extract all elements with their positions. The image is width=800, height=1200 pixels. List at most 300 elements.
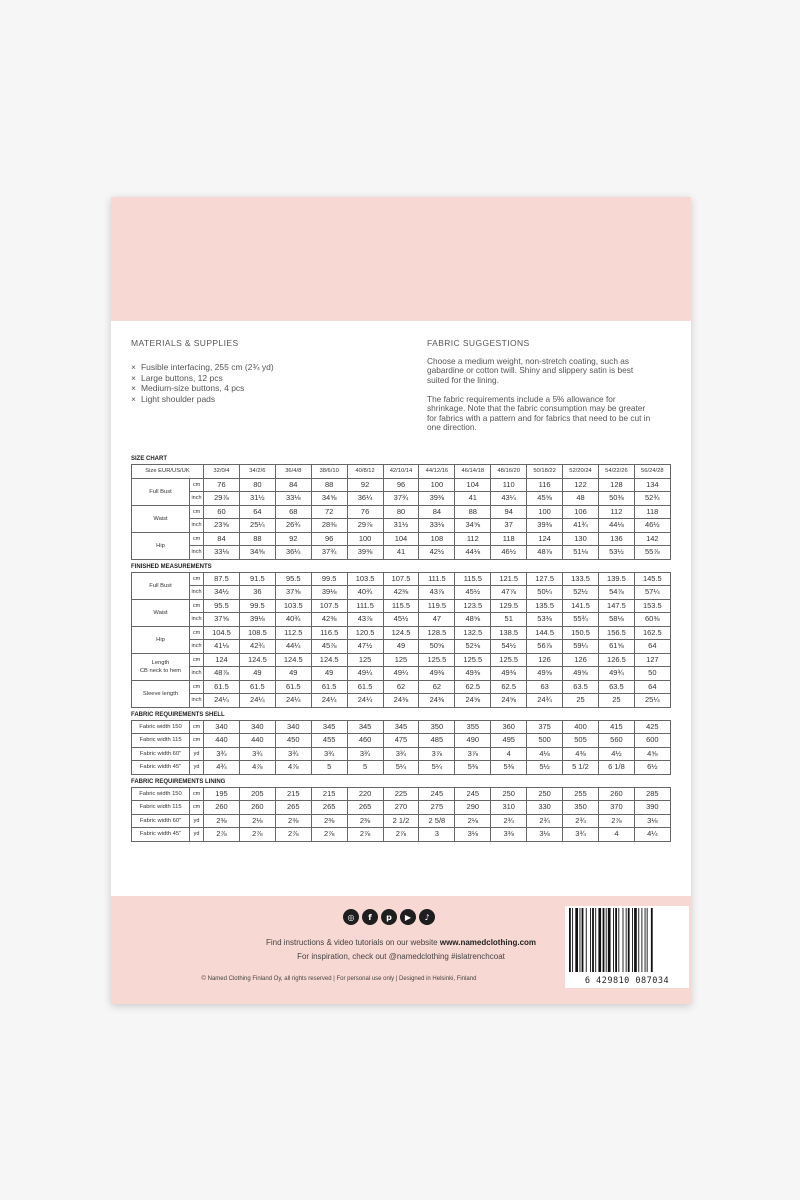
value-cell: 108 [419,532,455,546]
value-cell: 49⅝ [527,667,563,681]
value-cell: 156.5 [598,626,634,640]
value-cell: 5¼ [383,761,419,775]
value-cell: 24¼ [204,694,240,708]
value-cell: 119.5 [419,599,455,613]
value-cell: 61.5 [311,680,347,694]
barcode-bar [623,908,624,972]
barcode-bar [598,908,601,972]
value-cell: 100 [347,532,383,546]
value-cell: 24¼ [239,694,275,708]
value-cell: 45⅝ [527,492,563,506]
measurement-charts [131,455,670,842]
value-cell: 91.5 [239,572,275,586]
value-cell: 245 [455,787,491,801]
value-cell: 5¼ [419,761,455,775]
value-cell: 440 [204,734,240,748]
value-cell: 125 [383,653,419,667]
value-cell: 111.5 [419,572,455,586]
value-cell: 99.5 [311,572,347,586]
unit-cell: cm [190,532,204,546]
value-cell: 3⅛ [527,828,563,842]
value-cell: 64 [239,505,275,519]
value-cell: 124 [527,532,563,546]
table-row [132,613,671,627]
value-cell: 54½ [491,640,527,654]
youtube-icon[interactable]: ▶ [400,909,416,925]
value-cell: 285 [634,787,670,801]
pattern-envelope-back [111,197,691,1004]
facebook-icon[interactable]: f [362,909,378,925]
value-cell: 72 [311,505,347,519]
value-cell: 34⅝ [455,519,491,533]
value-cell: 61.5 [275,680,311,694]
value-cell: 2 5/8 [419,814,455,828]
unit-cell: cm [190,478,204,492]
value-cell: 425 [634,720,670,734]
materials-item: × Light shoulder pads [131,394,274,405]
value-cell: 23⅝ [204,519,240,533]
value-cell: 31½ [383,519,419,533]
unit-cell: cm [190,680,204,694]
barcode-bar [632,908,633,972]
barcode-bar [580,908,581,972]
value-cell: 25¼ [239,519,275,533]
materials-item: × Large buttons, 12 pcs [131,373,274,384]
value-cell: 2⅛ [455,814,491,828]
table-row [132,734,671,748]
size-header-cell: 32/0/4 [204,465,240,479]
finished-measurements-title: FINISHED MEASUREMENTS [131,563,212,570]
value-cell: 24⅝ [455,694,491,708]
measure-label-text: Length [151,659,170,666]
fabric-width-label: Fabric width 150 [132,720,190,734]
value-cell: 40¾ [347,586,383,600]
value-cell: 47½ [347,640,383,654]
value-cell: 112 [455,532,491,546]
value-cell: 58⅛ [598,613,634,627]
value-cell: 3¾ [311,747,347,761]
unit-cell: cm [190,626,204,640]
value-cell: 42½ [419,546,455,560]
unit-cell: cm [190,653,204,667]
measure-label-text: Sleeve length [142,690,179,697]
fabric-width-label: Fabric width 115 [132,734,190,748]
value-cell: 41¾ [563,519,599,533]
value-cell: 40¾ [275,613,311,627]
value-cell: 96 [311,532,347,546]
value-cell: 76 [347,505,383,519]
value-cell: 485 [419,734,455,748]
value-cell: 4 [491,747,527,761]
barcode-bar [626,908,627,972]
value-cell: 139.5 [598,572,634,586]
value-cell: 129.5 [491,599,527,613]
pinterest-icon[interactable]: p [381,909,397,925]
value-cell: 43⅞ [419,586,455,600]
value-cell: 87.5 [204,572,240,586]
value-cell: 49¼ [347,667,383,681]
value-cell: 370 [598,801,634,815]
value-cell: 4⅞ [275,761,311,775]
value-cell: 5⅜ [491,761,527,775]
value-cell: 2⅞ [275,828,311,842]
value-cell: 37 [491,519,527,533]
unit-cell: inch [190,613,204,627]
value-cell: 39⅛ [311,586,347,600]
table-row [132,505,671,519]
value-cell: 62 [383,680,419,694]
instagram-icon[interactable]: ◎ [343,909,359,925]
unit-cell: inch [190,546,204,560]
value-cell: 92 [275,532,311,546]
measure-label-text: Waist [153,515,168,522]
value-cell: 49⅜ [419,667,455,681]
value-cell: 49 [383,640,419,654]
barcode-bar [638,908,639,972]
value-cell: 24¾ [527,694,563,708]
value-cell: 34⅝ [239,546,275,560]
table-row [132,519,671,533]
value-cell: 108.5 [239,626,275,640]
value-cell: 128 [598,478,634,492]
table-row [132,680,671,694]
value-cell: 340 [275,720,311,734]
value-cell: 132.5 [455,626,491,640]
value-cell: 126 [527,653,563,667]
value-cell: 62.5 [491,680,527,694]
value-cell: 61.5 [347,680,383,694]
barcode-bars [569,908,685,972]
unit-cell: inch [190,492,204,506]
barcode-bar [613,908,614,972]
tiktok-icon[interactable]: ♪ [419,909,435,925]
value-cell: 88 [311,478,347,492]
value-cell: 135.5 [527,599,563,613]
value-cell: 49¼ [383,667,419,681]
value-cell: 39⅜ [347,546,383,560]
value-cell: 111.5 [347,599,383,613]
unit-cell: inch [190,667,204,681]
value-cell: 63.5 [598,680,634,694]
value-cell: 47 [419,613,455,627]
fabric-allowance-text: The fabric requirements include a 5% allowance for shrinkage. Note that the fabric consumption may be greater for fabrics with a pattern and for fabrics that need to be cut in one direction. [427,394,651,433]
unit-cell: cm [190,720,204,734]
value-cell: 134 [634,478,670,492]
value-cell: 2¾ [563,814,599,828]
barcode-bar [586,908,587,972]
value-cell: 61.5 [204,680,240,694]
barcode-bar [572,908,573,972]
fabric-width-label: Fabric width 115 [132,801,190,815]
barcode-bar [628,908,630,972]
value-cell: 68 [275,505,311,519]
barcode-bar [603,908,605,972]
value-cell: 560 [598,734,634,748]
size-header-cell: 36/4/8 [275,465,311,479]
value-cell: 2⅜ [311,814,347,828]
unit-cell: cm [190,505,204,519]
table-row [132,801,671,815]
value-cell: 455 [311,734,347,748]
value-cell: 124.5 [275,653,311,667]
value-cell: 390 [634,801,670,815]
value-cell: 5½ [527,761,563,775]
value-cell: 141.5 [563,599,599,613]
value-cell: 50 [634,667,670,681]
value-cell: 107.5 [311,599,347,613]
value-cell: 41 [455,492,491,506]
table-row [132,532,671,546]
value-cell: 5⅜ [455,761,491,775]
value-cell: 460 [347,734,383,748]
value-cell: 127.5 [527,572,563,586]
value-cell: 125.5 [491,653,527,667]
value-cell: 270 [383,801,419,815]
social-icons [343,909,435,925]
fabric-width-label: Fabric width 45" [132,828,190,842]
measure-label [132,626,190,653]
measure-label-text: Hip [156,636,165,643]
value-cell: 5 1/2 [563,761,599,775]
value-cell: 215 [275,787,311,801]
value-cell: 63 [527,680,563,694]
value-cell: 3¾ [275,747,311,761]
fabric-lining-table [131,787,671,842]
value-cell: 225 [383,787,419,801]
value-cell: 3¾ [204,747,240,761]
barcode-digits: 6 429810 087034 [584,976,670,986]
materials-item: × Medium-size buttons, 4 pcs [131,383,274,394]
size-header-cell: 42/10/14 [383,465,419,479]
value-cell: 415 [598,720,634,734]
value-cell: 4⅞ [239,761,275,775]
value-cell: 51⅛ [563,546,599,560]
value-cell: 2⅞ [383,828,419,842]
value-cell: 250 [527,787,563,801]
size-chart-title: SIZE CHART [131,456,167,462]
value-cell: 345 [383,720,419,734]
copyright-text: © Named Clothing Finland Oy, all rights reserved | For personal use only | Designed in Helsinki, Finland [201,976,477,982]
value-cell: 2¾ [527,814,563,828]
value-cell: 107.5 [383,572,419,586]
value-cell: 52⅛ [455,640,491,654]
value-cell: 49⅜ [455,667,491,681]
finished-measurements-table [131,572,671,708]
value-cell: 500 [527,734,563,748]
value-cell: 95.5 [275,572,311,586]
table-row [132,572,671,586]
value-cell: 126.5 [598,653,634,667]
fabric-width-label: Fabric width 45" [132,761,190,775]
unit-cell: inch [190,640,204,654]
unit-cell: yd [190,761,204,775]
materials-list [131,362,274,404]
barcode-bar [582,908,584,972]
size-header-cell: 50/18/22 [527,465,563,479]
unit-cell: cm [190,801,204,815]
value-cell: 4¼ [634,828,670,842]
table-row [132,546,671,560]
measure-label [132,478,190,505]
fabric-width-label: Fabric width 60" [132,814,190,828]
size-header-label: Size EUR/US/UK [132,465,204,479]
value-cell: 265 [275,801,311,815]
value-cell: 120.5 [347,626,383,640]
value-cell: 205 [239,787,275,801]
value-cell: 49¾ [598,667,634,681]
value-cell: 36¼ [275,546,311,560]
unit-cell: yd [190,747,204,761]
value-cell: 39⅜ [419,492,455,506]
value-cell: 37¾ [383,492,419,506]
value-cell: 50⅝ [419,640,455,654]
table-row [132,586,671,600]
value-cell: 290 [455,801,491,815]
value-cell: 2 1/2 [383,814,419,828]
unit-cell: inch [190,586,204,600]
barcode [565,906,689,988]
value-cell: 48⅞ [527,546,563,560]
value-cell: 260 [204,801,240,815]
value-cell: 124.5 [311,653,347,667]
measure-sublabel-text: CB neck to hem [139,667,182,674]
value-cell: 46½ [634,519,670,533]
value-cell: 440 [239,734,275,748]
value-cell: 475 [383,734,419,748]
value-cell: 88 [455,505,491,519]
value-cell: 24¼ [311,694,347,708]
value-cell: 62.5 [455,680,491,694]
value-cell: 355 [455,720,491,734]
value-cell: 57¼ [634,586,670,600]
value-cell: 76 [204,478,240,492]
value-cell: 4⅝ [634,747,670,761]
value-cell: 44⅛ [598,519,634,533]
value-cell: 29⅞ [204,492,240,506]
value-cell: 125.5 [455,653,491,667]
value-cell: 142 [634,532,670,546]
value-cell: 118 [491,532,527,546]
value-cell: 55⅞ [634,546,670,560]
value-cell: 215 [311,787,347,801]
value-cell: 260 [598,787,634,801]
value-cell: 100 [419,478,455,492]
barcode-bar [590,908,591,972]
value-cell: 3⅛ [634,814,670,828]
measure-label [132,532,190,559]
size-header-cell: 38/6/10 [311,465,347,479]
barcode-bar [634,908,637,972]
measure-label-text: Waist [153,609,168,616]
value-cell: 36¼ [347,492,383,506]
value-cell: 49⅜ [491,667,527,681]
value-cell: 505 [563,734,599,748]
value-cell: 2¾ [491,814,527,828]
unit-cell: inch [190,519,204,533]
value-cell: 37⅝ [275,586,311,600]
value-cell: 45⅞ [311,640,347,654]
value-cell: 64 [634,640,670,654]
value-cell: 25 [598,694,634,708]
unit-cell: cm [190,787,204,801]
value-cell: 265 [347,801,383,815]
value-cell: 345 [311,720,347,734]
value-cell: 48 [563,492,599,506]
table-row [132,814,671,828]
value-cell: 145.5 [634,572,670,586]
value-cell: 95.5 [204,599,240,613]
measure-label [132,599,190,626]
value-cell: 4⅛ [527,747,563,761]
value-cell: 54⅞ [598,586,634,600]
value-cell: 3¾ [347,747,383,761]
value-cell: 62 [419,680,455,694]
value-cell: 340 [204,720,240,734]
value-cell: 260 [239,801,275,815]
materials-item: × Fusible interfacing, 255 cm (2¾ yd) [131,362,274,373]
value-cell: 125.5 [419,653,455,667]
value-cell: 104 [455,478,491,492]
value-cell: 26¾ [275,519,311,533]
value-cell: 124 [204,653,240,667]
value-cell: 4⅜ [563,747,599,761]
barcode-bar [569,908,571,972]
value-cell: 4¾ [204,761,240,775]
table-row [132,667,671,681]
value-cell: 116 [527,478,563,492]
value-cell: 136 [598,532,634,546]
value-cell: 245 [419,787,455,801]
fabric-width-label: Fabric width 150 [132,787,190,801]
value-cell: 2⅞ [347,828,383,842]
value-cell: 144.5 [527,626,563,640]
value-cell: 124.5 [383,626,419,640]
size-header-cell: 40/8/12 [347,465,383,479]
value-cell: 400 [563,720,599,734]
website-link[interactable]: www.namedclothing.com [439,938,537,947]
table-row [132,640,671,654]
value-cell: 115.5 [383,599,419,613]
value-cell: 275 [419,801,455,815]
measure-label-text: Hip [156,542,165,549]
value-cell: 104 [383,532,419,546]
value-cell: 80 [239,478,275,492]
value-cell: 24⅜ [419,694,455,708]
size-header-cell: 44/12/16 [419,465,455,479]
barcode-bar [647,908,648,972]
value-cell: 42⅜ [311,613,347,627]
value-cell: 3⅞ [455,747,491,761]
barcode-bar [615,908,617,972]
unit-cell: cm [190,734,204,748]
value-cell: 42¾ [239,640,275,654]
value-cell: 220 [347,787,383,801]
value-cell: 43⅞ [347,613,383,627]
value-cell: 450 [275,734,311,748]
measure-label [132,680,190,707]
value-cell: 3¾ [383,747,419,761]
fabric-suggestions-text: Choose a medium weight, non-stretch coating, such as gabardine or cotton twill. Shiny and slippery satin is best suited for the lining. [427,356,634,385]
value-cell: 5 [311,761,347,775]
value-cell: 6 1/8 [598,761,634,775]
barcode-bar [618,908,619,972]
value-cell: 123.5 [455,599,491,613]
value-cell: 33⅛ [275,492,311,506]
value-cell: 3¾ [563,828,599,842]
value-cell: 29⅞ [347,519,383,533]
value-cell: 60 [204,505,240,519]
value-cell: 116.5 [311,626,347,640]
